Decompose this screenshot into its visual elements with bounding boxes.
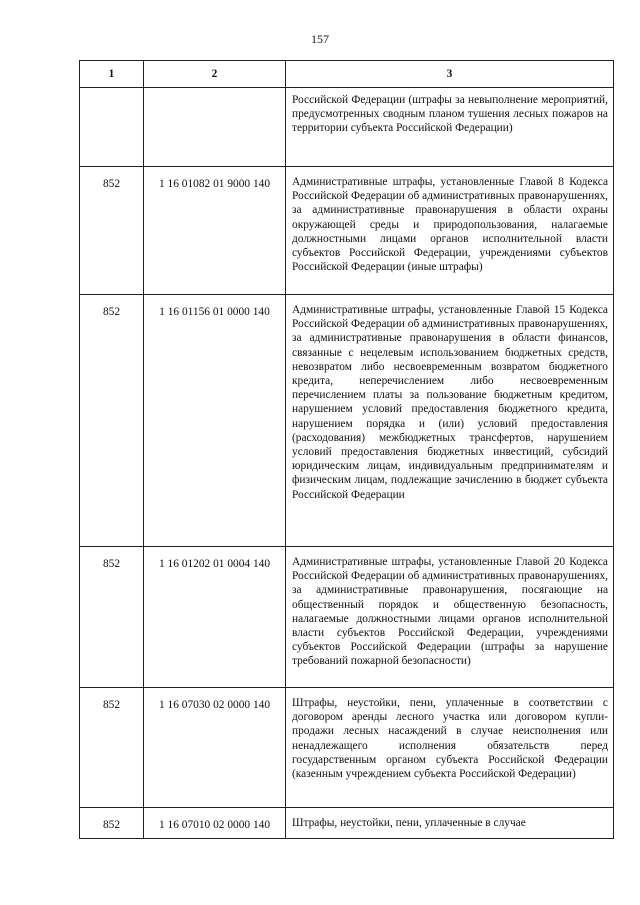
description-cell: Административные штрафы, установленные Главой 15 Кодекса Российской Федерации об административных правонарушениях, за административные правонарушения в области финансов, связанные с нецелевым использованием бюджетных средств, невозвратом либо несвоевременным возвратом бюджетного кредита, неперечислением либо несвоевременным перечислением платы за пользование бюджетным кредитом, нарушением условий предоставления бюджетного кредита, нарушением порядка и (или) условий предоставления (расходования) межбюджетных трансфертов, нарушением условий предоставления бюджетных инвестиций, субсидий юридическим лицам, индивидуальным предпринимателям и физическим лицам, подлежащие зачислению в бюджет субъекта Российской Федерации: [286, 295, 614, 547]
admin-code-cell: 852: [80, 547, 144, 688]
description-cell: Штрафы, неустойки, пени, уплаченные в соответствии с договором аренды лесного участка или договором купли-продажи лесных насаждений в случае неисполнения или ненадлежащего исполнения обязательств перед государственным органом субъекта Российской Федерации (казенным учреждением субъекта Российской Федерации): [286, 688, 614, 808]
description-cell: Штрафы, неустойки, пени, уплаченные в случае: [286, 808, 614, 839]
column-header-1: 1: [80, 61, 144, 88]
page-number: 157: [311, 32, 329, 46]
admin-code-cell: 852: [80, 688, 144, 808]
description-cell: Административные штрафы, установленные Главой 20 Кодекса Российской Федерации об административных правонарушениях, за административные правонарушения, посягающие на общественный порядок и общественную безопасность, налагаемые должностными лицами органов исполнительной власти субъектов Российской Федерации, учреждениями субъектов Российской Федерации (штрафы за нарушение требований пожарной безопасности): [286, 547, 614, 688]
table-row: [80, 547, 614, 688]
admin-code-cell: 852: [80, 808, 144, 839]
column-header-2: 2: [144, 61, 286, 88]
description-cell: Административные штрафы, установленные Главой 8 Кодекса Российской Федерации об административных правонарушениях, за административные правонарушения в области охраны окружающей среды и природопользования, налагаемые должностными лицами органов исполнительной власти субъектов Российской Федерации, учреждениями субъектов Российской Федерации (иные штрафы): [286, 167, 614, 295]
table-row: [80, 295, 614, 547]
table-row: [80, 808, 614, 839]
admin-code-cell: 852: [80, 295, 144, 547]
table-row: [80, 167, 614, 295]
description-cell: Российской Федерации (штрафы за невыполнение мероприятий, предусмотренных сводным планом тушения лесных пожаров на территории субъекта Российской Федерации): [286, 88, 614, 167]
kbk-code-cell: 1 16 07030 02 0000 140: [144, 688, 286, 808]
admin-code-cell: 852: [80, 167, 144, 295]
kbk-code-cell: 1 16 07010 02 0000 140: [144, 808, 286, 839]
table-header-row: [80, 61, 614, 88]
table-row: [80, 88, 614, 167]
admin-code-cell: [80, 88, 144, 167]
budget-codes-table: [79, 60, 614, 839]
kbk-code-cell: 1 16 01082 01 9000 140: [144, 167, 286, 295]
kbk-code-cell: [144, 88, 286, 167]
kbk-code-cell: 1 16 01202 01 0004 140: [144, 547, 286, 688]
kbk-code-cell: 1 16 01156 01 0000 140: [144, 295, 286, 547]
table-row: [80, 688, 614, 808]
column-header-3: 3: [286, 61, 614, 88]
